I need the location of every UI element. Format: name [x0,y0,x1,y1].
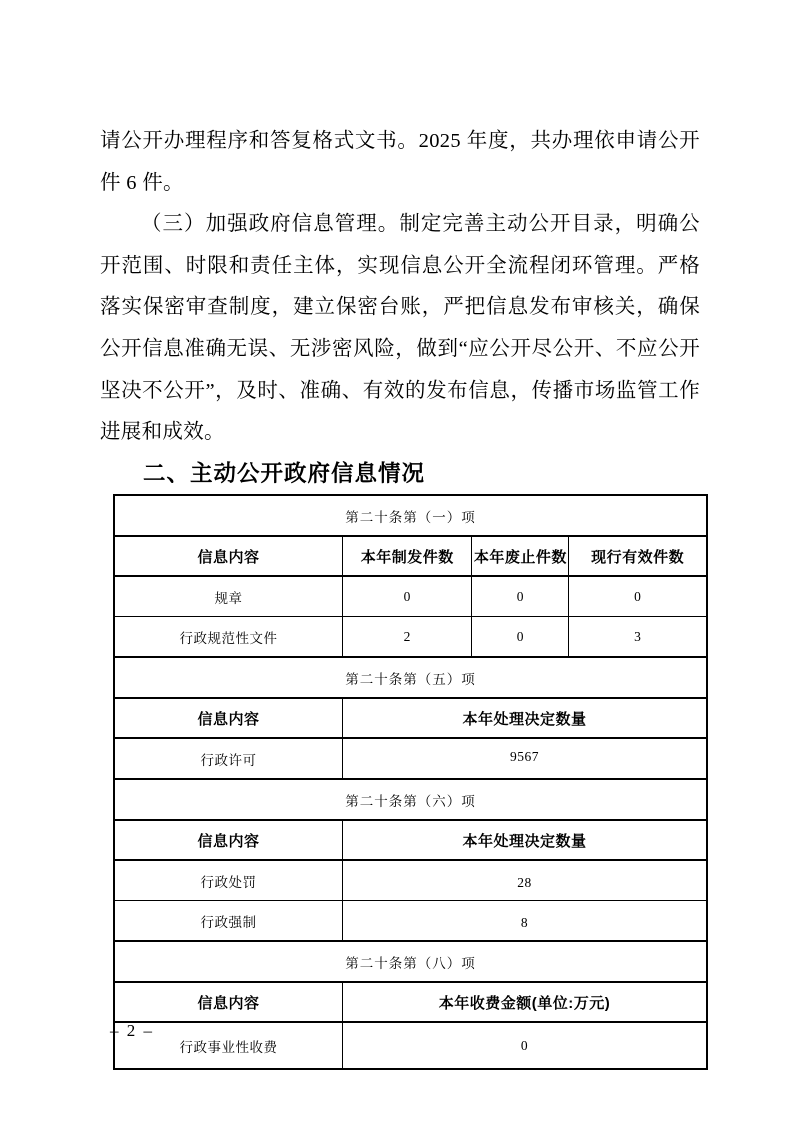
column-header: 本年制发件数 [343,537,472,576]
column-header: 信息内容 [115,821,343,860]
table-row [115,860,706,901]
row-label: 行政规范性文件 [179,630,278,646]
cell-value: 0 [472,616,569,656]
paragraph-continuation: 请公开办理程序和答复格式文书。2025 年度，共办理依申请公开件 6 件。 [100,130,700,194]
table-header-row [115,537,706,576]
row-label: 行政强制 [200,914,257,930]
table-section-article20-item5 [115,656,706,778]
paragraph-section-three: （三）加强政府信息管理。制定完善主动公开目录，明确公开范围、时限和责任主体，实现信息公开全流程闭环管理。严格落实保密审查制度，建立保密台账，严把信息发布审核关，确保公开信息准确无误、无涉密风险，做到“应公开尽公开、不应公开坚决不公开”，及时、准确、有效的发布信息，传播市场监管工作进展和成效。 [100,213,700,444]
cell-value: 8 [343,900,706,940]
table-header-row [115,699,706,738]
column-header: 本年处理决定数量 [343,699,706,738]
table-row [115,900,706,940]
column-header: 现行有效件数 [569,537,706,576]
section-title: 第二十条第（八）项 [115,940,706,983]
document-body [100,121,700,1070]
cell-value: 0 [343,1022,706,1068]
cell-value: 0 [569,576,706,617]
row-label: 规章 [115,576,343,617]
row-label: 行政许可 [200,752,257,768]
table-row [115,1022,706,1068]
table-header-row [115,821,706,860]
section-title: 第二十条第（五）项 [115,656,706,699]
table-section-article20-item1 [115,496,706,656]
section-title: 第二十条第（一）项 [115,496,706,537]
table-section-article20-item8 [115,940,706,1068]
column-header: 信息内容 [115,983,343,1022]
statistics-table [113,494,708,1070]
row-label: 行政处罚 [115,860,343,901]
cell-value: 3 [569,616,706,656]
column-header: 本年处理决定数量 [343,821,706,860]
page-number: – 2 – [110,1021,154,1040]
cell-value: 2 [343,616,472,656]
table-row [115,616,706,656]
table-row [115,576,706,617]
row-label: 行政事业性收费 [179,1039,278,1055]
column-header: 信息内容 [115,699,343,738]
table-header-row [115,983,706,1022]
cell-value: 0 [343,576,472,617]
cell-value: 0 [472,576,569,617]
section-title: 第二十条第（六）项 [115,778,706,821]
column-header: 本年收费金额(单位:万元) [343,983,706,1022]
column-header: 本年废止件数 [472,537,569,576]
table-section-article20-item6 [115,778,706,940]
cell-value: 28 [343,860,706,901]
cell-value: 9567 [343,738,706,778]
section-heading: 二、主动公开政府信息情况 [143,460,426,486]
column-header: 信息内容 [115,537,343,576]
table-row [115,738,706,778]
